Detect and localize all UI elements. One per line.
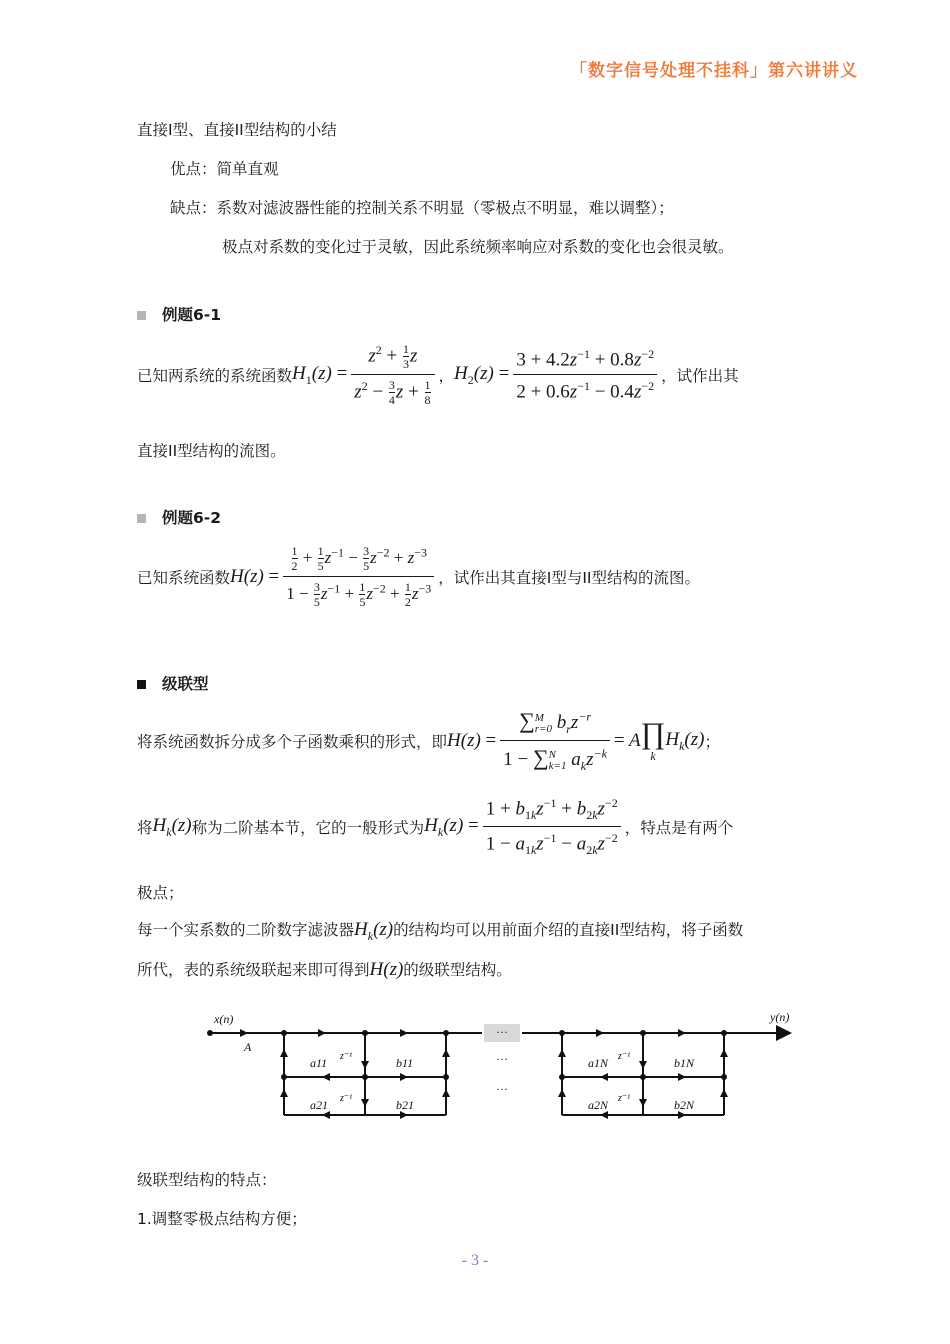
cascade-heading xyxy=(137,672,209,694)
cascade-label: 级联型 xyxy=(162,675,209,693)
a21-label: a21 xyxy=(310,1098,328,1112)
cascade-p3b: 的结构均可以用前面介绍的直接II型结构，将子函数 xyxy=(393,921,744,939)
cascade-p3: 每一个实系数的二阶数字滤波器$H_k(z)$的结构均可以用前面介绍的直接II型结构，将子函数 xyxy=(137,919,744,943)
section-square-icon xyxy=(137,680,146,689)
cons-text-2: 极点对系数的变化过于灵敏，因此系统频率响应对系数的变化也会很灵敏。 xyxy=(222,238,734,256)
cascade-p2c: ，特点是有两个 xyxy=(624,819,734,837)
hz-sum-fraction: ∑ M r=0 $b_rz^{-r}$ 1 − ∑ N k=1 $a_kz^{-k}$ xyxy=(500,708,610,774)
page-number: - 3 - xyxy=(461,1252,489,1269)
cascade-formula-1: 将系统函数拆分成多个子函数乘积的形式，即 H(z) = ∑ M r=0 $b_rz^{-r}$ 1 − ∑ N k=1 $a_kz^{-k}$ = A ∏ k $H_k(z)$ ； xyxy=(137,708,720,773)
summary-title: 直接I型、直接II型结构的小结 xyxy=(137,121,337,139)
h-fraction: $\frac{1}{2}$ + $\frac{1}{5}$ $z^{-1}$ − $\frac{3}{5}$ $z^{-2} + z^{-3}$ 1 − $\frac{3}{5}$ $z^{-1}$ + $\frac{1}{5}$ $z^{-2}$ + $\frac{1}{2}$ $z^{-3}$ xyxy=(283,545,434,609)
h1-fraction: $z^2$ + $\frac{1}{3}$ z $z^2$ − $\frac{3}{4}$ z + $\frac{1}{8}$ xyxy=(351,343,434,407)
example-6-1-label: 例题6-1 xyxy=(162,306,222,324)
section-square-icon xyxy=(137,514,146,523)
h1-formula: $H_1(z)$ = xyxy=(292,362,348,387)
b11-label: b11 xyxy=(396,1056,414,1070)
ellipsis-top: ··· xyxy=(496,1025,508,1039)
b2N-label: b2N xyxy=(674,1098,695,1112)
header-title: 「数字信号处理不挂科」第六讲讲义 xyxy=(570,61,858,81)
delay-label: z⁻¹ xyxy=(340,1093,353,1104)
gain-label: A xyxy=(244,1040,252,1054)
cascade-p1: 将系统函数拆分成多个子函数乘积的形式，即 xyxy=(137,733,448,751)
cascade-flow-diagram xyxy=(200,1005,805,1125)
cascade-p4: 所代，表的系统级联起来即可得到H(z)的级联型结构。 xyxy=(137,959,512,980)
pros-label: 优点： xyxy=(170,160,217,178)
b21-label: b21 xyxy=(396,1098,414,1112)
example-6-2-heading xyxy=(137,506,221,528)
ellipsis-mid: ··· xyxy=(496,1052,508,1066)
a1N-label: a1N xyxy=(588,1056,609,1070)
delay-label: z⁻¹ xyxy=(340,1051,353,1062)
delay-label: z⁻¹ xyxy=(618,1051,631,1062)
h2-formula: $H_2(z)$ = xyxy=(454,362,510,387)
feature-1: 1.调整零极点结构方便； xyxy=(137,1210,307,1228)
hz-product-formula: H(z) = xyxy=(447,730,497,751)
pros-text: 简单直观 xyxy=(216,160,279,178)
ex2-tail: ，试作出其直接I型与II型结构的流图。 xyxy=(438,569,700,587)
section-square-icon xyxy=(137,311,146,320)
ex1-tail: ，试作出其 xyxy=(661,367,739,385)
hk-fraction: $\frac{1 + b_{1k}z^{-1} + b_{2k}z^{-2}}{1 - a_{1k}z^{-1} - a_{2k}z^{-2}}$ xyxy=(483,796,621,858)
ex2-lead: 已知系统函数 xyxy=(137,569,231,587)
cascade-p2a: 将 xyxy=(137,819,153,837)
cascade-p2b: 称为二阶基本节，它的一般形式为 xyxy=(191,819,425,837)
h-formula: H(z) = xyxy=(230,566,280,587)
cascade-p4a: 所代，表的系统级联起来即可得到 xyxy=(137,961,370,979)
a2N-label: a2N xyxy=(588,1098,609,1112)
y-label: y(n) xyxy=(770,1010,790,1024)
b1N-label: b1N xyxy=(674,1056,695,1070)
ex1-lead: 已知两系统的系统函数 xyxy=(137,367,293,385)
example-6-2-equation xyxy=(137,537,700,617)
ex1-line2: 直接II型结构的流图。 xyxy=(137,442,286,460)
example-6-1-heading xyxy=(137,303,221,325)
cons-line xyxy=(170,196,674,218)
cascade-p2d: 极点； xyxy=(137,884,184,902)
cascade-p3a: 每一个实系数的二阶数字滤波器 xyxy=(137,921,355,939)
cascade-p4b: 的级联型结构。 xyxy=(403,961,512,979)
cons-text-1: 系数对滤波器性能的控制关系不明显（零极点不明显，难以调整）； xyxy=(216,199,674,217)
delay-label: z⁻¹ xyxy=(618,1093,631,1104)
pros-line xyxy=(170,157,279,179)
cascade-formula-2: 将 $H_k(z)$ 称为二阶基本节，它的一般形式为 $H_k(z)$ = $\frac{1 + b_{1k}z^{-1} + b_{2k}z^{-2}}{1 - a_{1k}z^{-1} - a_{2k}z^{-2}}$ ，特点是有两个 xyxy=(137,795,734,858)
x-label: x(n) xyxy=(214,1012,234,1026)
cons-label: 缺点： xyxy=(170,199,217,217)
features-title: 级联型结构的特点： xyxy=(137,1171,277,1189)
ellipsis-low: ··· xyxy=(496,1082,508,1096)
h2-fraction: $\frac{3 + 4.2z^{-1} + 0.8z^{-2}}{2 + 0.6z^{-1} - 0.4z^{-2}}$ xyxy=(513,347,657,404)
example-6-1-equation: 已知两系统的系统函数 $H_1(z)$ = $z^2$ + $\frac{1}{3}$ z $z^2$ − $\frac{3}{4}$ z + $\frac{1}{8}$ ， $H_2(z)$ = $\frac{3 + 4.2z^{-1} + 0.8z^{-2}}{2 + 0.6z^{-1} - 0.4z^{-2}}$ ，试作出其 xyxy=(137,342,739,407)
a11-label: a11 xyxy=(310,1056,328,1070)
example-6-2-label: 例题6-2 xyxy=(162,509,222,527)
